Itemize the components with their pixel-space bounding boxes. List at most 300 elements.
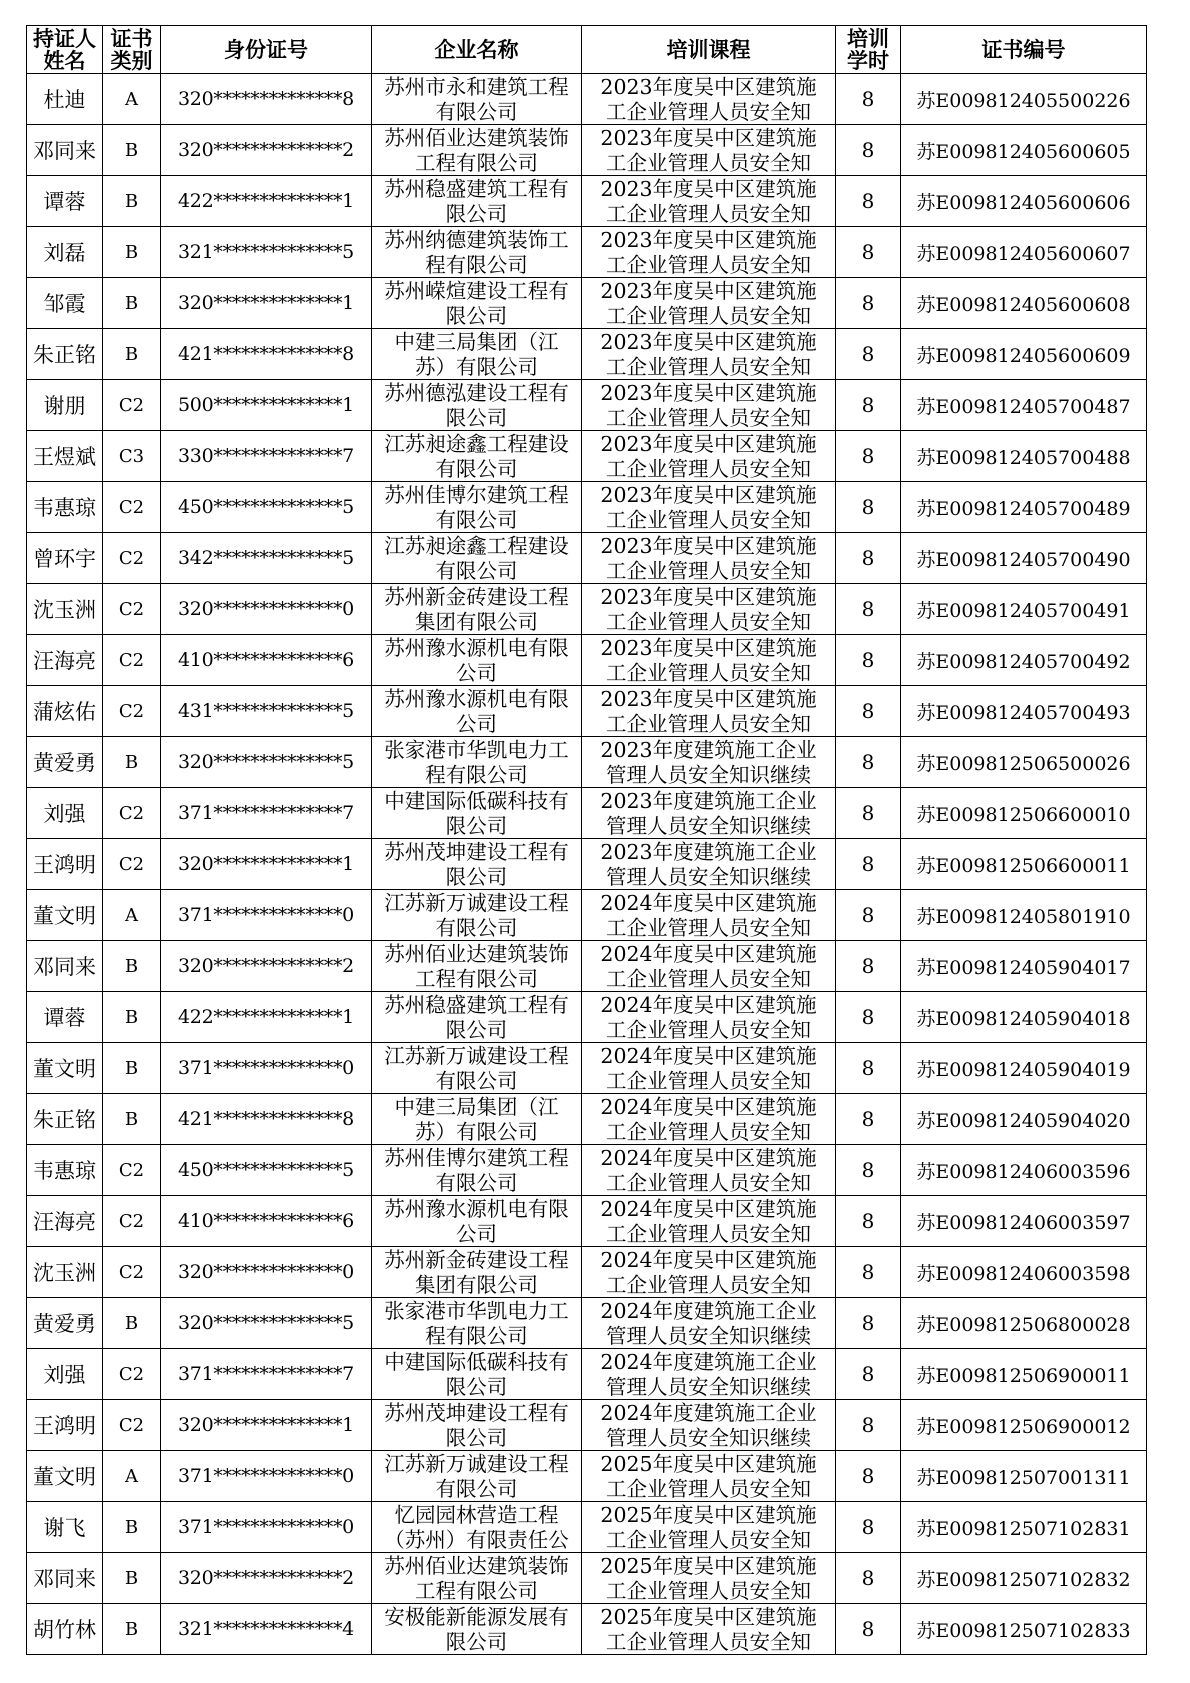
training-hours-cell: 8: [836, 635, 901, 686]
training-course-cell: [582, 788, 836, 839]
cert-type-cell: B: [103, 125, 161, 176]
training-hours-cell: 8: [836, 686, 901, 737]
training-hours-cell: 8: [836, 176, 901, 227]
company-name-cell-line-2: 限公司: [445, 865, 508, 889]
company-name-cell-line-2: 限公司: [445, 1018, 508, 1042]
company-name-cell-line-1: 苏州稳盛建筑工程有: [384, 177, 569, 201]
company-name-cell-line-1: 苏州佰业达建筑装饰: [384, 126, 569, 150]
training-course-cell-line-1: 2023年度吴中区建筑施: [600, 585, 817, 609]
id-number-cell: 421**************8: [161, 329, 372, 380]
holder-name-cell: 邹霞: [27, 278, 103, 329]
training-course-cell: [582, 941, 836, 992]
id-number-cell: 371**************0: [161, 1451, 372, 1502]
training-course-cell-line-2: 管理人员安全知识继续: [606, 1324, 811, 1348]
training-course-cell: [582, 1247, 836, 1298]
id-number-cell: 450**************5: [161, 482, 372, 533]
cert-number-cell: 苏E009812506800028: [901, 1298, 1147, 1349]
cert-number-cell: 苏E009812405700489: [901, 482, 1147, 533]
training-course-cell: [582, 1298, 836, 1349]
training-course-cell: [582, 176, 836, 227]
company-name-cell: [372, 1349, 582, 1400]
company-name-cell: [372, 584, 582, 635]
holder-name-cell: 沈玉洲: [27, 584, 103, 635]
cert-type-cell: C2: [103, 1196, 161, 1247]
cert-type-cell: C2: [103, 533, 161, 584]
training-course-cell-line-1: 2023年度吴中区建筑施: [600, 126, 817, 150]
table-row: [27, 788, 1147, 839]
cert-type-cell: B: [103, 737, 161, 788]
company-name-cell-line-2: 有限公司: [435, 1477, 518, 1501]
training-hours-cell: 8: [836, 941, 901, 992]
training-course-cell-line-1: 2024年度建筑施工企业: [600, 1299, 817, 1323]
cert-type-cell: B: [103, 992, 161, 1043]
cert-type-cell: B: [103, 1502, 161, 1553]
company-name-cell-line-2: 有限公司: [435, 1171, 518, 1195]
holder-name-cell: 董文明: [27, 1451, 103, 1502]
training-hours-cell: 8: [836, 1145, 901, 1196]
holder-name-cell: 邓同来: [27, 941, 103, 992]
id-number-cell: 320**************1: [161, 278, 372, 329]
company-name-cell: [372, 1451, 582, 1502]
training-course-cell-line-2: 工企业管理人员安全知: [606, 355, 811, 379]
cert-number-cell: 苏E009812507102832: [901, 1553, 1147, 1604]
company-name-cell-line-1: 中建国际低碳科技有: [384, 789, 569, 813]
training-hours-cell: 8: [836, 278, 901, 329]
training-course-cell-line-2: 管理人员安全知识继续: [606, 865, 811, 889]
training-course-cell-line-1: 2024年度吴中区建筑施: [600, 942, 817, 966]
company-name-cell-line-1: 苏州嵘煊建设工程有: [384, 279, 569, 303]
training-course-cell-line-1: 2024年度建筑施工企业: [600, 1401, 817, 1425]
company-name-cell-line-2: 有限公司: [435, 559, 518, 583]
company-name-cell-line-1: 张家港市华凯电力工: [384, 1299, 569, 1323]
company-name-cell: [372, 1553, 582, 1604]
company-name-cell-line-1: 中建国际低碳科技有: [384, 1350, 569, 1374]
company-name-cell: [372, 329, 582, 380]
training-course-cell-line-1: 2023年度吴中区建筑施: [600, 534, 817, 558]
company-name-cell-line-1: 苏州新金砖建设工程: [384, 585, 569, 609]
training-hours-cell: 8: [836, 1196, 901, 1247]
header-cert-number: 证书编号: [901, 26, 1147, 74]
cert-number-cell: 苏E009812406003596: [901, 1145, 1147, 1196]
company-name-cell: [372, 788, 582, 839]
company-name-cell: [372, 533, 582, 584]
cert-number-cell: 苏E009812405904019: [901, 1043, 1147, 1094]
holder-name-cell: 董文明: [27, 890, 103, 941]
cert-number-cell: 苏E009812405600607: [901, 227, 1147, 278]
table-row: [27, 1247, 1147, 1298]
id-number-cell: 320**************1: [161, 839, 372, 890]
cert-number-cell: 苏E009812506900011: [901, 1349, 1147, 1400]
training-hours-cell: 8: [836, 125, 901, 176]
id-number-cell: 320**************5: [161, 1298, 372, 1349]
header-training-hours: 培训 学时: [836, 26, 901, 74]
training-course-cell: [582, 278, 836, 329]
company-name-cell: [372, 635, 582, 686]
table-row: [27, 1094, 1147, 1145]
training-course-cell: [582, 1400, 836, 1451]
cert-type-cell: C2: [103, 482, 161, 533]
cert-type-cell: C2: [103, 584, 161, 635]
training-hours-cell: 8: [836, 1451, 901, 1502]
holder-name-cell: 胡竹林: [27, 1604, 103, 1655]
cert-number-cell: 苏E009812405500226: [901, 74, 1147, 125]
holder-name-cell: 韦惠琼: [27, 1145, 103, 1196]
cert-number-cell: 苏E009812405904017: [901, 941, 1147, 992]
training-course-cell: [582, 74, 836, 125]
training-hours-cell: 8: [836, 431, 901, 482]
company-name-cell-line-1: 江苏新万诚建设工程: [384, 1452, 569, 1476]
cert-number-cell: 苏E009812405600605: [901, 125, 1147, 176]
training-course-cell-line-1: 2024年度吴中区建筑施: [600, 1146, 817, 1170]
holder-name-cell: 董文明: [27, 1043, 103, 1094]
company-name-cell-line-2: 程有限公司: [425, 763, 528, 787]
cert-number-cell: 苏E009812405904018: [901, 992, 1147, 1043]
training-course-cell: [582, 1502, 836, 1553]
holder-name-cell: 邓同来: [27, 125, 103, 176]
company-name-cell: [372, 686, 582, 737]
training-course-cell-line-2: 工企业管理人员安全知: [606, 508, 811, 532]
company-name-cell-line-2: 工程有限公司: [415, 967, 538, 991]
id-number-cell: 431**************5: [161, 686, 372, 737]
table-row: [27, 380, 1147, 431]
company-name-cell-line-2: 限公司: [445, 1630, 508, 1654]
training-hours-cell: 8: [836, 1349, 901, 1400]
training-hours-cell: 8: [836, 992, 901, 1043]
training-hours-cell: 8: [836, 1502, 901, 1553]
training-hours-cell: 8: [836, 74, 901, 125]
company-name-cell-line-2: 工程有限公司: [415, 1579, 538, 1603]
table-row: [27, 1145, 1147, 1196]
id-number-cell: 450**************5: [161, 1145, 372, 1196]
cert-type-cell: C2: [103, 788, 161, 839]
training-course-cell-line-2: 工企业管理人员安全知: [606, 661, 811, 685]
training-course-cell: [582, 737, 836, 788]
table-row: [27, 431, 1147, 482]
holder-name-cell: 谭蓉: [27, 992, 103, 1043]
training-hours-cell: 8: [836, 890, 901, 941]
training-course-cell-line-1: 2023年度吴中区建筑施: [600, 228, 817, 252]
id-number-cell: 320**************5: [161, 737, 372, 788]
training-course-cell-line-1: 2024年度吴中区建筑施: [600, 993, 817, 1017]
holder-name-cell: 汪海亮: [27, 635, 103, 686]
company-name-cell-line-2: 限公司: [445, 1426, 508, 1450]
company-name-cell-line-2: 有限公司: [435, 100, 518, 124]
id-number-cell: 320**************1: [161, 1400, 372, 1451]
training-course-cell: [582, 686, 836, 737]
company-name-cell: [372, 1247, 582, 1298]
training-hours-cell: 8: [836, 788, 901, 839]
id-number-cell: 320**************2: [161, 941, 372, 992]
training-hours-cell: 8: [836, 533, 901, 584]
table-row: [27, 1502, 1147, 1553]
company-name-cell: [372, 1043, 582, 1094]
table-row: [27, 1043, 1147, 1094]
company-name-cell-line-1: 苏州纳德建筑装饰工: [384, 228, 569, 252]
company-name-cell-line-2: 公司: [456, 712, 497, 736]
company-name-cell-line-2: 有限公司: [435, 1069, 518, 1093]
cert-type-cell: B: [103, 278, 161, 329]
training-course-cell: [582, 1196, 836, 1247]
table-row: [27, 227, 1147, 278]
training-course-cell: [582, 1145, 836, 1196]
company-name-cell-line-2: 有限公司: [435, 457, 518, 481]
table-row: [27, 992, 1147, 1043]
id-number-cell: 410**************6: [161, 1196, 372, 1247]
training-course-cell-line-1: 2024年度吴中区建筑施: [600, 1197, 817, 1221]
cert-type-cell: C3: [103, 431, 161, 482]
company-name-cell-line-2: 限公司: [445, 304, 508, 328]
holder-name-cell: 杜迪: [27, 74, 103, 125]
company-name-cell: [372, 890, 582, 941]
training-course-cell: [582, 380, 836, 431]
table-row: [27, 1349, 1147, 1400]
id-number-cell: 371**************0: [161, 890, 372, 941]
company-name-cell: [372, 482, 582, 533]
id-number-cell: 422**************1: [161, 176, 372, 227]
id-number-cell: 320**************0: [161, 1247, 372, 1298]
holder-name-cell: 刘磊: [27, 227, 103, 278]
training-course-cell: [582, 635, 836, 686]
company-name-cell-line-1: 江苏昶途鑫工程建设: [384, 432, 569, 456]
training-course-cell: [582, 839, 836, 890]
company-name-cell-line-2: 限公司: [445, 1375, 508, 1399]
id-number-cell: 371**************7: [161, 1349, 372, 1400]
table-row: [27, 329, 1147, 380]
training-course-cell: [582, 1349, 836, 1400]
company-name-cell: [372, 227, 582, 278]
company-name-cell-line-1: 苏州新金砖建设工程: [384, 1248, 569, 1272]
company-name-cell: [372, 941, 582, 992]
training-course-cell-line-1: 2025年度吴中区建筑施: [600, 1554, 817, 1578]
cert-type-cell: A: [103, 74, 161, 125]
training-course-cell: [582, 329, 836, 380]
training-hours-cell: 8: [836, 839, 901, 890]
table-row: [27, 1400, 1147, 1451]
training-course-cell-line-2: 工企业管理人员安全知: [606, 253, 811, 277]
id-number-cell: 422**************1: [161, 992, 372, 1043]
training-course-cell-line-1: 2023年度建筑施工企业: [600, 789, 817, 813]
company-name-cell-line-1: 苏州豫水源机电有限: [384, 636, 569, 660]
cert-type-cell: A: [103, 890, 161, 941]
company-name-cell: [372, 1298, 582, 1349]
cert-number-cell: 苏E009812507102831: [901, 1502, 1147, 1553]
company-name-cell: [372, 1400, 582, 1451]
id-number-cell: 320**************2: [161, 125, 372, 176]
header-training-course: 培训课程: [582, 26, 836, 74]
training-course-cell-line-2: 工企业管理人员安全知: [606, 967, 811, 991]
training-course-cell-line-1: 2024年度吴中区建筑施: [600, 1248, 817, 1272]
training-course-cell-line-2: 工企业管理人员安全知: [606, 610, 811, 634]
id-number-cell: 320**************2: [161, 1553, 372, 1604]
training-course-cell-line-2: 工企业管理人员安全知: [606, 1477, 811, 1501]
cert-number-cell: 苏E009812405600608: [901, 278, 1147, 329]
cert-type-cell: C2: [103, 839, 161, 890]
company-name-cell-line-1: 安极能新能源发展有: [384, 1605, 569, 1629]
company-name-cell-line-1: 江苏昶途鑫工程建设: [384, 534, 569, 558]
training-hours-cell: 8: [836, 584, 901, 635]
certificate-table: [26, 25, 1147, 1655]
training-course-cell-line-2: 工企业管理人员安全知: [606, 559, 811, 583]
cert-number-cell: 苏E009812405700488: [901, 431, 1147, 482]
training-course-cell-line-2: 工企业管理人员安全知: [606, 457, 811, 481]
holder-name-cell: 邓同来: [27, 1553, 103, 1604]
company-name-cell-line-1: 苏州稳盛建筑工程有: [384, 993, 569, 1017]
training-hours-cell: 8: [836, 1247, 901, 1298]
cert-number-cell: 苏E009812406003598: [901, 1247, 1147, 1298]
training-course-cell: [582, 584, 836, 635]
cert-number-cell: 苏E009812405700491: [901, 584, 1147, 635]
cert-number-cell: 苏E009812506600010: [901, 788, 1147, 839]
company-name-cell-line-2: 限公司: [445, 202, 508, 226]
training-course-cell-line-1: 2025年度吴中区建筑施: [600, 1452, 817, 1476]
company-name-cell: [372, 1502, 582, 1553]
company-name-cell: [372, 176, 582, 227]
cert-number-cell: 苏E009812506900012: [901, 1400, 1147, 1451]
training-course-cell-line-2: 工企业管理人员安全知: [606, 712, 811, 736]
training-course-cell-line-2: 工企业管理人员安全知: [606, 916, 811, 940]
holder-name-cell: 刘强: [27, 788, 103, 839]
id-number-cell: 500**************1: [161, 380, 372, 431]
training-hours-cell: 8: [836, 329, 901, 380]
company-name-cell-line-2: 程有限公司: [425, 1324, 528, 1348]
table-row: [27, 1604, 1147, 1655]
id-number-cell: 342**************5: [161, 533, 372, 584]
training-hours-cell: 8: [836, 1043, 901, 1094]
company-name-cell: [372, 1094, 582, 1145]
company-name-cell: [372, 1145, 582, 1196]
training-course-cell-line-2: 管理人员安全知识继续: [606, 1426, 811, 1450]
cert-number-cell: 苏E009812406003597: [901, 1196, 1147, 1247]
cert-number-cell: 苏E009812405700490: [901, 533, 1147, 584]
company-name-cell-line-1: 苏州豫水源机电有限: [384, 1197, 569, 1221]
id-number-cell: 330**************7: [161, 431, 372, 482]
training-course-cell-line-1: 2023年度吴中区建筑施: [600, 483, 817, 507]
table-row: [27, 74, 1147, 125]
company-name-cell-line-2: 公司: [456, 1222, 497, 1246]
holder-name-cell: 韦惠琼: [27, 482, 103, 533]
company-name-cell: [372, 380, 582, 431]
company-name-cell-line-2: 公司: [456, 661, 497, 685]
holder-name-cell: 沈玉洲: [27, 1247, 103, 1298]
cert-number-cell: 苏E009812405801910: [901, 890, 1147, 941]
cert-type-cell: B: [103, 227, 161, 278]
company-name-cell: [372, 1196, 582, 1247]
cert-type-cell: C2: [103, 686, 161, 737]
training-course-cell-line-2: 工企业管理人员安全知: [606, 202, 811, 226]
training-course-cell-line-2: 工企业管理人员安全知: [606, 1222, 811, 1246]
training-course-cell-line-1: 2023年度吴中区建筑施: [600, 381, 817, 405]
holder-name-cell: 王煜斌: [27, 431, 103, 482]
training-course-cell: [582, 1094, 836, 1145]
table-row: [27, 890, 1147, 941]
table-row: [27, 584, 1147, 635]
cert-number-cell: 苏E009812405600609: [901, 329, 1147, 380]
table-row: [27, 1298, 1147, 1349]
training-course-cell-line-2: 工企业管理人员安全知: [606, 1120, 811, 1144]
company-name-cell-line-2: 限公司: [445, 814, 508, 838]
holder-name-cell: 曾环宇: [27, 533, 103, 584]
header-company-name: 企业名称: [372, 26, 582, 74]
header-cert-type: 证书 类别: [103, 26, 161, 74]
training-course-cell: [582, 992, 836, 1043]
table-row: [27, 1196, 1147, 1247]
company-name-cell-line-2: 苏）有限公司: [415, 1120, 538, 1144]
training-course-cell: [582, 125, 836, 176]
id-number-cell: 371**************0: [161, 1043, 372, 1094]
training-course-cell: [582, 890, 836, 941]
training-course-cell-line-1: 2023年度吴中区建筑施: [600, 177, 817, 201]
company-name-cell: [372, 737, 582, 788]
training-course-cell-line-2: 工企业管理人员安全知: [606, 1018, 811, 1042]
training-course-cell-line-1: 2024年度建筑施工企业: [600, 1350, 817, 1374]
company-name-cell-line-1: 苏州茂坤建设工程有: [384, 840, 569, 864]
holder-name-cell: 谭蓉: [27, 176, 103, 227]
training-course-cell-line-1: 2023年度建筑施工企业: [600, 840, 817, 864]
cert-type-cell: A: [103, 1451, 161, 1502]
training-course-cell-line-2: 工企业管理人员安全知: [606, 1273, 811, 1297]
table-row: [27, 839, 1147, 890]
cert-type-cell: C2: [103, 1400, 161, 1451]
cert-number-cell: 苏E009812405600606: [901, 176, 1147, 227]
training-hours-cell: 8: [836, 737, 901, 788]
company-name-cell-line-1: 苏州佰业达建筑装饰: [384, 942, 569, 966]
id-number-cell: 410**************6: [161, 635, 372, 686]
training-course-cell: [582, 1553, 836, 1604]
id-number-cell: 321**************5: [161, 227, 372, 278]
cert-number-cell: 苏E009812405700492: [901, 635, 1147, 686]
training-hours-cell: 8: [836, 1094, 901, 1145]
table-row: [27, 125, 1147, 176]
training-hours-cell: 8: [836, 1604, 901, 1655]
training-hours-cell: 8: [836, 380, 901, 431]
training-hours-cell: 8: [836, 1400, 901, 1451]
cert-type-cell: B: [103, 1094, 161, 1145]
company-name-cell-line-1: 江苏新万诚建设工程: [384, 1044, 569, 1068]
training-course-cell: [582, 1451, 836, 1502]
company-name-cell-line-2: 限公司: [445, 406, 508, 430]
holder-name-cell: 黄爱勇: [27, 737, 103, 788]
id-number-cell: 371**************0: [161, 1502, 372, 1553]
table-row: [27, 1451, 1147, 1502]
cert-type-cell: C2: [103, 1247, 161, 1298]
cert-type-cell: B: [103, 1043, 161, 1094]
cert-type-cell: B: [103, 941, 161, 992]
table-row: [27, 941, 1147, 992]
training-course-cell-line-2: 工企业管理人员安全知: [606, 1579, 811, 1603]
training-course-cell-line-2: 工企业管理人员安全知: [606, 100, 811, 124]
company-name-cell-line-2: 苏）有限公司: [415, 355, 538, 379]
header-holder-name: 持证人 姓名: [27, 26, 103, 74]
cert-type-cell: B: [103, 176, 161, 227]
cert-type-cell: B: [103, 1604, 161, 1655]
training-course-cell: [582, 431, 836, 482]
holder-name-cell: 朱正铭: [27, 1094, 103, 1145]
cert-number-cell: 苏E009812506500026: [901, 737, 1147, 788]
training-course-cell: [582, 1604, 836, 1655]
company-name-cell-line-1: 苏州市永和建筑工程: [384, 75, 569, 99]
table-row: [27, 176, 1147, 227]
company-name-cell-line-1: 苏州佳博尔建筑工程: [384, 1146, 569, 1170]
company-name-cell-line-2: 有限公司: [435, 508, 518, 532]
holder-name-cell: 蒲炫佑: [27, 686, 103, 737]
company-name-cell-line-1: 中建三局集团（江: [394, 330, 559, 354]
training-course-cell-line-1: 2024年度吴中区建筑施: [600, 1044, 817, 1068]
cert-type-cell: B: [103, 329, 161, 380]
training-course-cell-line-1: 2023年度吴中区建筑施: [600, 687, 817, 711]
company-name-cell: [372, 992, 582, 1043]
holder-name-cell: 王鸿明: [27, 839, 103, 890]
training-course-cell-line-1: 2024年度吴中区建筑施: [600, 891, 817, 915]
